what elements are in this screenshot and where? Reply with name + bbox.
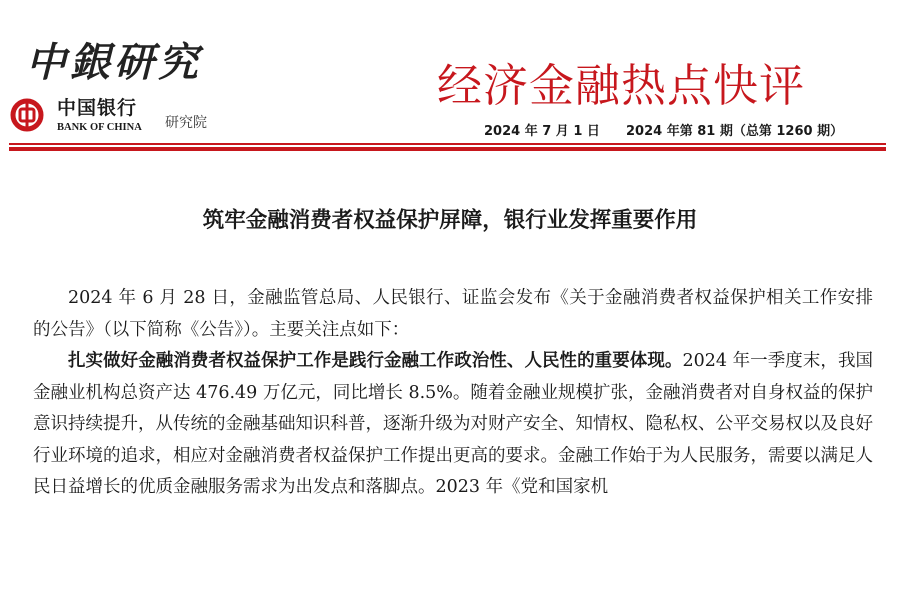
institute-label: 研究院 — [165, 115, 207, 131]
issue-number: 2024 年第 81 期（总第 1260 期） — [626, 124, 844, 139]
publication-date: 2024 年 7 月 1 日 — [484, 124, 600, 139]
article-title: 筑牢金融消费者权益保护屏障，银行业发挥重要作用 — [202, 208, 698, 233]
bank-of-china-logo-icon — [10, 98, 44, 132]
point-paragraph — [33, 346, 873, 504]
report-header — [0, 0, 900, 160]
publication-title: 经济金融热点快评 — [437, 59, 806, 112]
bank-name-chinese: 中国银行 — [57, 97, 138, 119]
intro-paragraph: 2024 年 6 月 28 日，金融监管总局、人民银行、证监会发布《关于金融消费者权益保护相关工作安排的公告》（以下简称《公告》）。主要关注点如下： — [33, 288, 873, 340]
point-body: 2024 年一季度末，我国金融业机构总资产达 476.49 万亿元，同比增长 8.5%。随着金融业规模扩张，金融消费者对自身权益的保护意识持续提升，从传统的金融基础知识科普，逐渐升级为对财产安全、知情权、隐私权、公平交易权以及良好行业环境的追求，相应对金融消费者权益保护工作提出更高的要求。金融工作始于为人民服务，需要以满足人民日益增长的优质金融服务需求为出发点和落脚点。2023 年《党和国家机 — [33, 351, 873, 497]
header-divider-thin — [9, 143, 886, 145]
article-body — [33, 283, 873, 504]
calligraphy-logo: 中銀研究 — [26, 39, 202, 86]
bank-name-english: BANK OF CHINA — [57, 122, 142, 133]
header-divider-thick — [9, 147, 886, 151]
point-heading: 扎实做好金融消费者权益保护工作是践行金融工作政治性、人民性的重要体现。 — [68, 351, 683, 371]
